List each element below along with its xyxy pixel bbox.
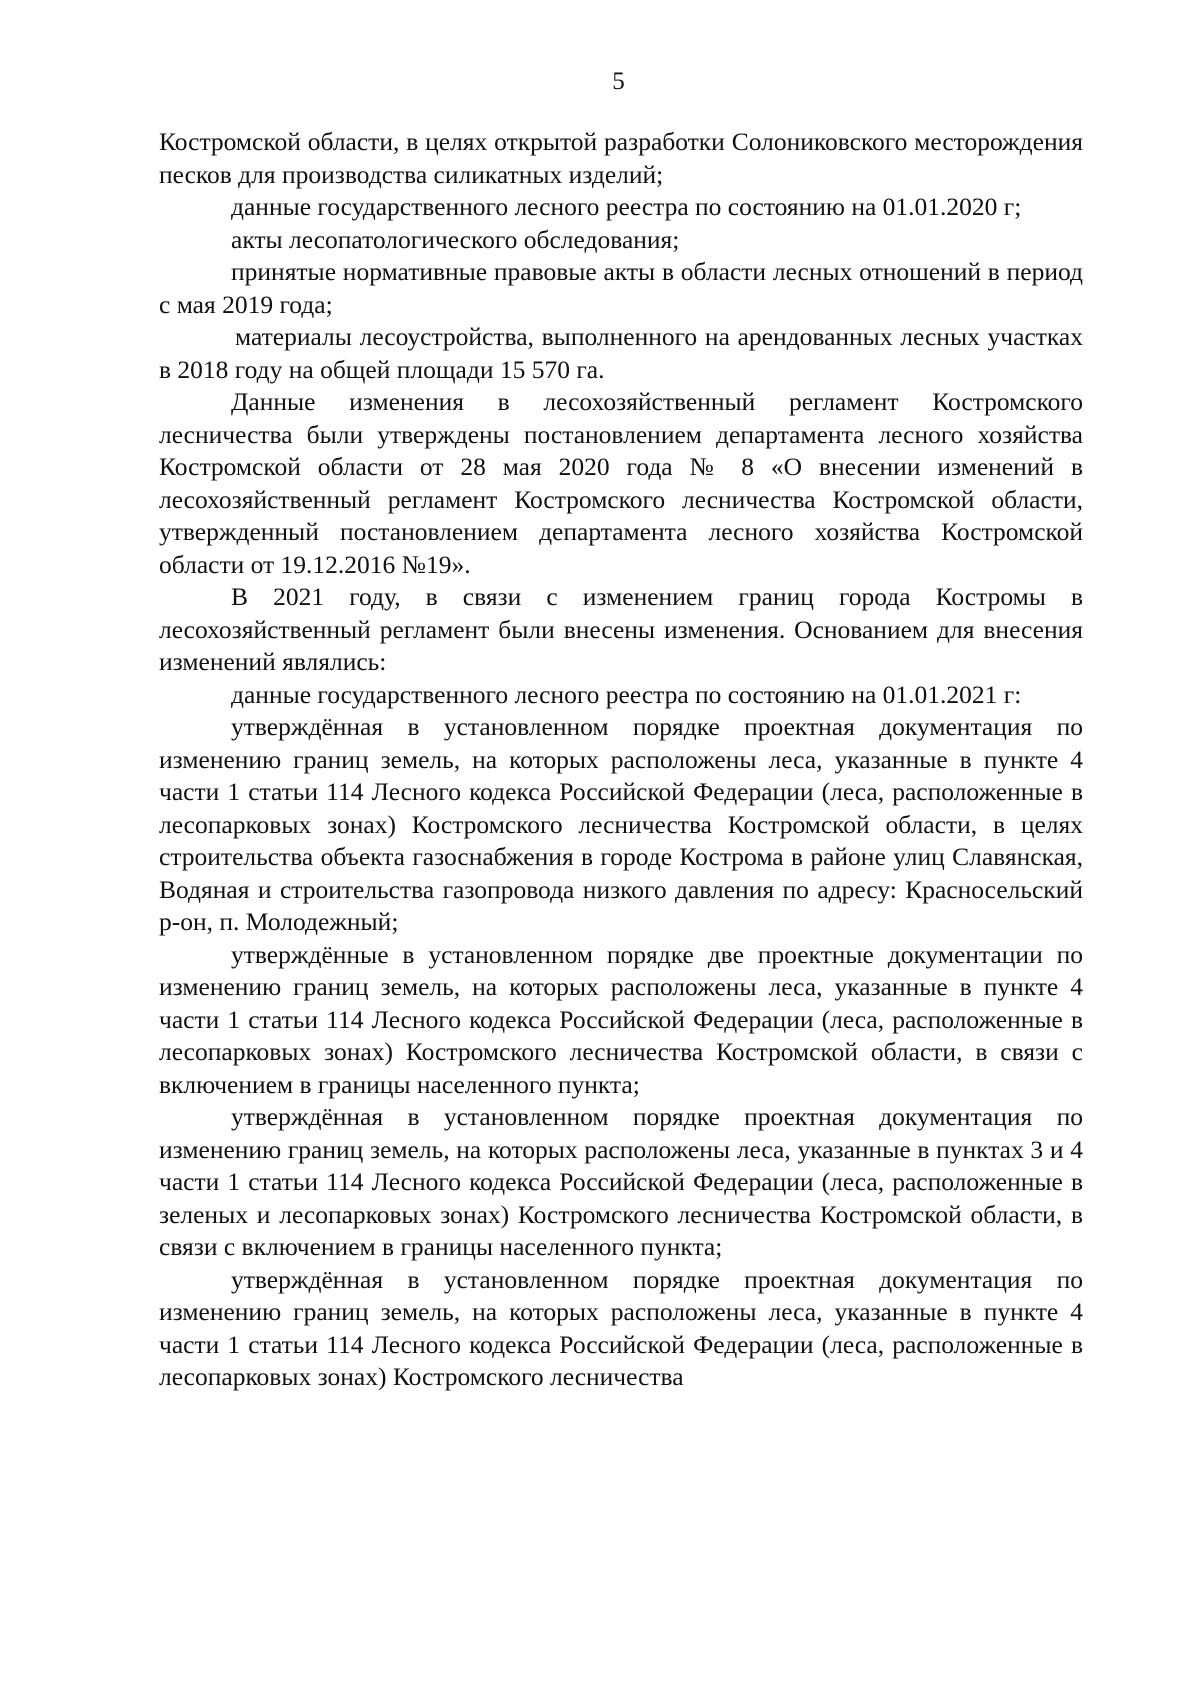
page-number: 5 <box>612 68 625 95</box>
paragraph-forest-registry-2020: данные государственного лесного реестра по состоянию на 01.01.2020 г; <box>231 192 1022 221</box>
paragraph-2021-changes: В 2021 году, в связи с изменением границ города Костромы в лесохозяйственный регламент были внесены изменения. Основанием для внесения изменений являлись: <box>159 582 1083 676</box>
paragraph-regulatory-acts: принятые нормативные правовые акты в области лесных отношений в период с мая 2019 года; <box>159 257 1083 319</box>
paragraph-changes-approved: Данные изменения в лесохозяйственный регламент Костромского лесничества были утверждены постановлением департамента лесного хозяйства Костромской области от 28 мая 2020 года № 8 «О внесении изменений в лесохозяйственный регламент Костромского лесничества Костромской области, утвержденный постановлением департамента лесного хозяйства Костромской области от 19.12.2016 №19». <box>159 387 1083 579</box>
paragraph-forest-management: материалы лесоустройства, выполненного на арендованных лесных участках в 2018 году на общей площади 15 570 га. <box>159 322 1083 384</box>
paragraph-two-project-docs: утверждённые в установленном порядке две проектные документации по изменению границ земель, на которых расположены леса, указанные в пункте 4 части 1 статьи 114 Лесного кодекса Российской Федерации (леса, расположенные в лесопарковых зонах) Костромского лесничества Костромской области, в связи с включением в границы населенного пункта; <box>159 939 1083 1099</box>
document-body <box>159 126 1083 1394</box>
paragraph-project-doc-gas: утверждённая в установленном порядке проектная документация по изменению границ земель, на которых расположены леса, указанные в пункте 4 части 1 статьи 114 Лесного кодекса Российской Федерации (леса, расположенные в лесопарковых зонах) Костромского лесничества Костромской области, в целях строительства объекта газоснабжения в городе Кострома в районе улиц Славянская, Водяная и строительства газопровода низкого давления по адресу: Красносельский р-он, п. Молодежный; <box>159 712 1083 936</box>
paragraph-pathology-acts: акты лесопатологического обследования; <box>231 224 680 254</box>
paragraph-continuation: Костромской области, в целях открытой разработки Солониковского месторождения песков для производства силикатных изделий; <box>159 127 1083 189</box>
paragraph-forest-registry-2021: данные государственного лесного реестра по состоянию на 01.01.2021 г: <box>231 679 1022 709</box>
paragraph-project-doc-park-zones: утверждённая в установленном порядке проектная документация по изменению границ земель, на которых расположены леса, указанные в пункте 4 части 1 статьи 114 Лесного кодекса Российской Федерации (леса, расположенные в лесопарковых зонах) Костромского лесничества <box>159 1264 1083 1391</box>
paragraph-project-doc-green-zones: утверждённая в установленном порядке проектная документация по изменению границ земель, на которых расположены леса, указанные в пунктах 3 и 4 части 1 статьи 114 Лесного кодекса Российской Федерации (леса, расположенные в зеленых и лесопарковых зонах) Костромского лесничества Костромской области, в связи с включением в границы населенного пункта; <box>159 1102 1083 1261</box>
